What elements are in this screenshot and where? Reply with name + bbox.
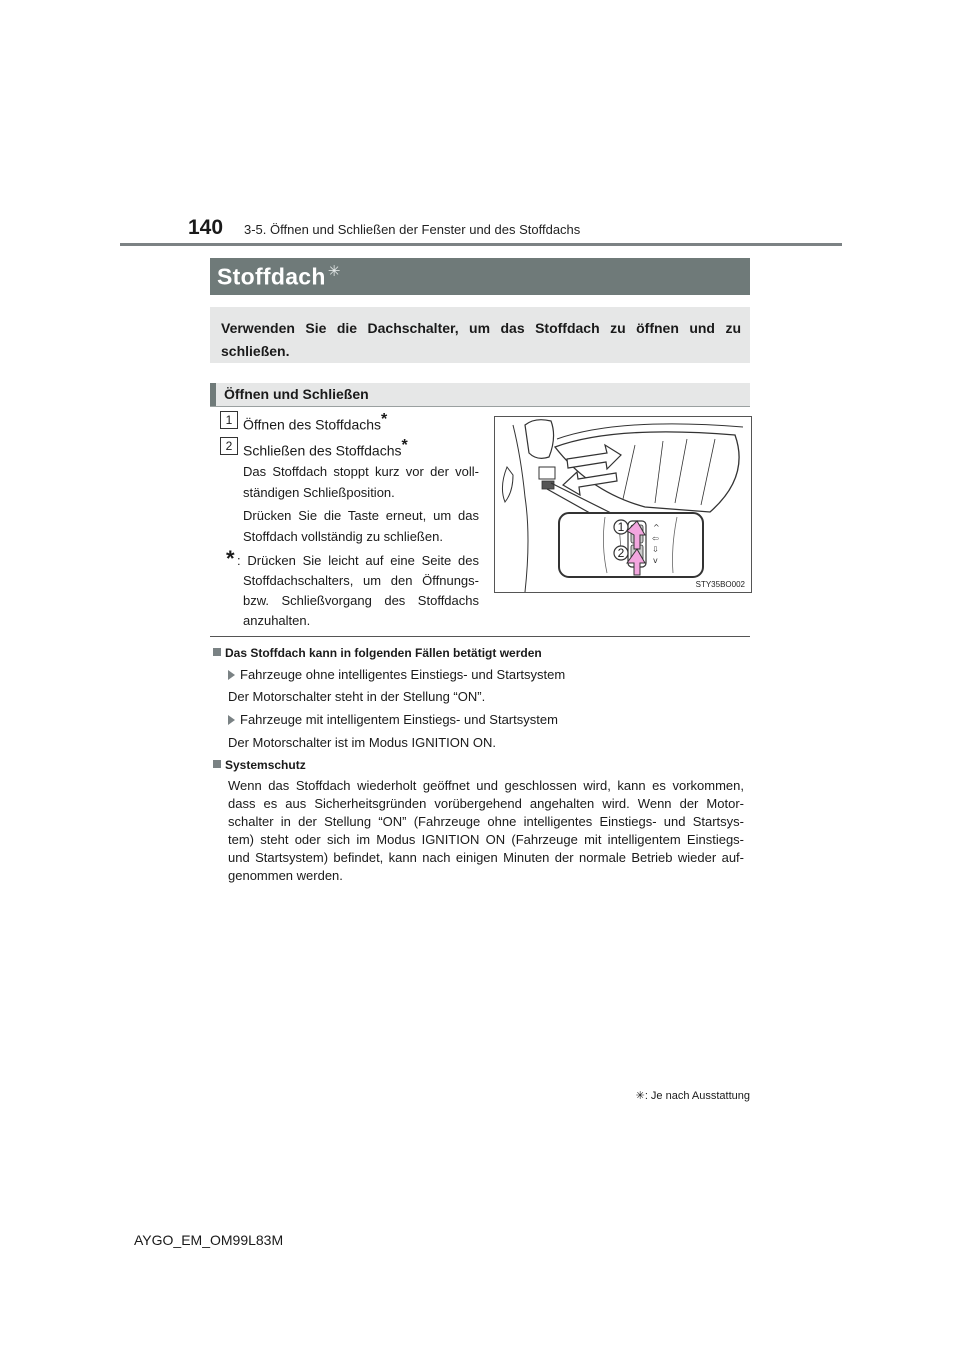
case1-text: Fahrzeuge ohne intelligentes Einstiegs- und Startsystem (240, 667, 566, 682)
item-open-label (243, 411, 387, 433)
illustration-code: STY35BO002 (695, 580, 745, 589)
protection-paragraph (228, 777, 744, 885)
intro-text (221, 317, 741, 363)
text-line: ständigen Schließposition. (243, 485, 395, 500)
triangle-bullet-icon (228, 670, 235, 680)
asterisk-mark: * (401, 437, 408, 454)
operation-heading-text: Das Stoffdach kann in folgenden Fällen betätigt werden (225, 646, 542, 660)
note-line: anzuhalten. (243, 613, 311, 628)
paragraph-line: und Startsystem) befindet, kann nach einigen Minuten der normale Betrieb wieder auf- (228, 850, 744, 865)
text-line: Stoffdach vollständig zu schließen. (243, 529, 443, 544)
section-divider (210, 636, 750, 637)
subsection-title: Öffnen und Schließen (224, 386, 369, 402)
close-explanation-2 (243, 505, 479, 547)
protection-heading (213, 758, 306, 772)
footnote-text: : Je nach Ausstattung (644, 1090, 750, 1102)
item-close-text: Schließen des Stoffdachs (243, 442, 402, 459)
asterisk-mark: * (381, 411, 388, 428)
case1-heading (228, 667, 565, 682)
roof-switch-illustration (494, 416, 752, 593)
intro-line-2: schließen. (221, 343, 290, 359)
square-bullet-icon (213, 648, 221, 656)
intro-box (210, 307, 750, 363)
text-line: Drücken Sie die Taste erneut, um das (243, 508, 479, 523)
note-line: : Drücken Sie leicht auf eine Seite des (237, 553, 479, 568)
page-title (217, 262, 341, 291)
page-title-text: Stoffdach (217, 263, 326, 290)
header-rule (120, 243, 842, 246)
svg-text:⇩: ⇩ (652, 545, 659, 554)
paragraph-line: Wenn das Stoffdach wiederholt geöffnet und geschlossen wird, kann es vorkommen, (228, 778, 744, 793)
intro-line-1: Verwenden Sie die Dachschalter, um das Stoffdach zu öffnen und zu (221, 320, 741, 336)
protection-heading-text: Systemschutz (225, 758, 306, 772)
page-number: 140 (188, 216, 224, 239)
asterisk-note (237, 551, 479, 631)
case2-heading (228, 712, 558, 727)
svg-text:v: v (653, 556, 658, 565)
item-number-badge: 2 (220, 437, 238, 455)
title-bar (210, 258, 750, 295)
case2-text: Fahrzeuge mit intelligentem Einstiegs- und Startsystem (240, 712, 558, 727)
note-line: Stoffdachschalters, um den Öffnungs- (243, 573, 479, 588)
star-icon: ✳ (327, 263, 341, 280)
illustration-drawing (495, 417, 751, 592)
close-explanation-1 (243, 461, 479, 503)
svg-text:⇦: ⇦ (652, 534, 659, 543)
subsection-header (210, 383, 750, 407)
item-number-badge: 1 (220, 411, 238, 429)
asterisk-marker: * (226, 546, 235, 571)
item-close-label (243, 437, 408, 459)
section-header: 3-5. Öffnen und Schließen der Fenster und des Stoffdachs (244, 222, 581, 237)
paragraph-line: dass es aus Sicherheitsgründen vorübergehend angehalten wird. Wenn der Motor- (228, 796, 744, 811)
note-line: bzw. Schließvorgang des Stoffdachs (243, 593, 479, 608)
svg-text:^: ^ (653, 523, 660, 532)
case1-description: Der Motorschalter steht in der Stellung “ON”. (228, 689, 486, 704)
item-open-text: Öffnen des Stoffdachs (243, 416, 382, 433)
paragraph-line: schalter in der Stellung “ON” (Fahrzeuge ohne intelligentes Einstiegs- und Startsys- (228, 814, 744, 829)
case2-description: Der Motorschalter ist im Modus IGNITION ON. (228, 735, 496, 750)
paragraph-line: genommen werden. (228, 868, 343, 883)
illustration-callout-2: 2 (617, 546, 625, 560)
illustration-callout-1: 1 (617, 520, 625, 534)
operation-heading (213, 646, 542, 660)
footnote (636, 1089, 750, 1102)
subsection-accent (210, 383, 216, 406)
triangle-bullet-icon (228, 715, 235, 725)
paragraph-line: tem) steht oder sich im Modus IGNITION ON (Fahrzeuge mit intelligentem Einstiegs- (228, 832, 744, 847)
text-line: Das Stoffdach stoppt kurz vor der voll- (243, 464, 479, 479)
document-code: AYGO_EM_OM99L83M (134, 1232, 284, 1248)
star-icon: ✳ (635, 1090, 645, 1102)
square-bullet-icon (213, 760, 221, 768)
